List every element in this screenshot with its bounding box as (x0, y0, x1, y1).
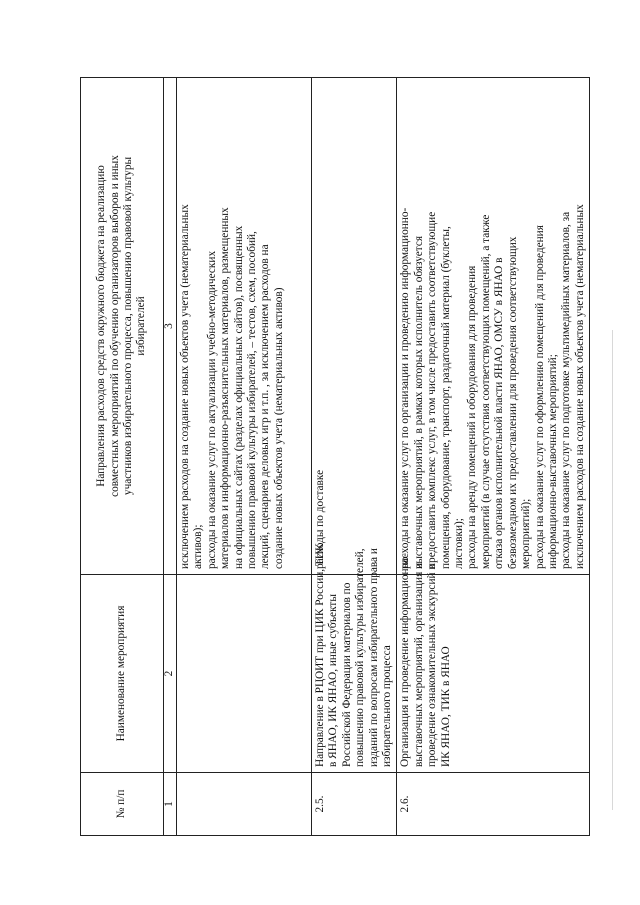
text-line: избирательного процесса (381, 645, 394, 767)
row-event-name (312, 543, 397, 773)
header-line: Направления расходов средств окружного бюджета на реализацию (95, 165, 108, 487)
text-line: предоставить комплекс услуг, в том числе предоставить соответствующие (426, 211, 439, 569)
text-line: безвозмездном их предоставлении для проведения соответствующих (506, 236, 519, 569)
table-header-row (81, 78, 164, 836)
text-line: лекций, сценариев деловых игр и т.п. , за исключением расходов на (259, 244, 272, 569)
header-number: № п/п (81, 773, 164, 836)
text-line: повышению правовой культуры избирателей, (354, 548, 367, 767)
header-event-name: Наименование мероприятия (81, 575, 164, 773)
row-expense-text (397, 78, 590, 575)
text-line: исключением расходов на создание новых объектов учета (нематериальных (179, 204, 191, 569)
column-number: 3 (164, 78, 177, 575)
row-expense-text (312, 78, 397, 575)
column-number: 1 (164, 773, 177, 836)
text-line: мероприятий); (520, 498, 533, 569)
table-row (397, 78, 590, 836)
table-row (177, 78, 312, 836)
row-expense-text (177, 78, 312, 575)
text-line: исключением расходов на создание новых объектов учета (нематериальных (573, 204, 586, 569)
text-line: помещения, оборудование, транспорт, раздаточный материал (буклеты, (439, 226, 452, 569)
text-line: Российской Федерации материалов по (340, 582, 353, 767)
text-line: на официальных сайтах (разделах официальных сайтов), посвященных (232, 225, 245, 569)
text-line: расходы на оказание услуг по актуализации учебно-методических (205, 250, 218, 569)
text-line: выставочных мероприятий, организация и (412, 562, 425, 767)
page-fold-shadow (612, 330, 613, 810)
text-line: повышению правовой культуры избирателей, – тестов, схем, пособий, (246, 231, 259, 569)
text-line: расходы на оказание услуг по оформлению помещений для проведения (533, 225, 546, 569)
text-line: информационно-выставочных мероприятий; (546, 354, 559, 569)
text-line: в ЯНАО, ИК ЯНАО, иные субъекты (327, 594, 340, 767)
header-line: участников избирательного процесса, повышению правовой культуры (122, 156, 134, 496)
text-line: материалов и информационно-разъяснительных материалов, размещенных (219, 207, 232, 569)
text-line: Направление в РЦОИТ при ЦИК России, ТИК (314, 543, 326, 767)
row-event-name (397, 552, 590, 773)
text-line: Организация и проведение информационно- (399, 552, 412, 767)
text-line: создание новых объектов учета (нематериальных активов) (272, 287, 285, 569)
rotated-table-container (80, 78, 595, 836)
text-line: активов); (192, 524, 205, 569)
row-number: 2.6. (397, 773, 590, 836)
text-line: расходы на оказание услуг по подготовке мультимедийных материалов, за (560, 211, 573, 569)
text-line: расходы на оказание услуг по организации и проведению информационно- (399, 207, 412, 569)
table-row (312, 78, 397, 836)
column-numbers-row (164, 78, 177, 836)
text-line: выставочных мероприятий, в рамках которых исполнитель обязуется (412, 235, 425, 569)
header-line: совместных мероприятий по обучению организаторов выборов и иных (108, 155, 121, 497)
header-line: избирателей (135, 296, 148, 356)
row-number: 2.5. (312, 773, 397, 836)
text-line: проведение ознакомительных экскурсий в (426, 564, 439, 767)
text-line: изданий по вопросам избирательного права и (367, 548, 380, 767)
row-event-name (177, 575, 312, 773)
column-number: 2 (164, 575, 177, 773)
row-number (177, 773, 312, 836)
text-line: расходы по доставке (314, 469, 326, 569)
header-expense-directions (81, 78, 164, 575)
text-line: расходы на аренду помещений и оборудования для проведения (466, 265, 479, 569)
text-line: ИК ЯНАО, ТИК в ЯНАО (439, 646, 452, 767)
text-line: листовки); (453, 518, 466, 569)
expense-directions-table (80, 77, 590, 836)
text-line: отказа органов исполнительной власти ЯНАО, ОМСУ в ЯНАО в (493, 257, 506, 569)
text-line: мероприятий (в случае отсутствия соответствующих помещений, а также (479, 214, 492, 569)
